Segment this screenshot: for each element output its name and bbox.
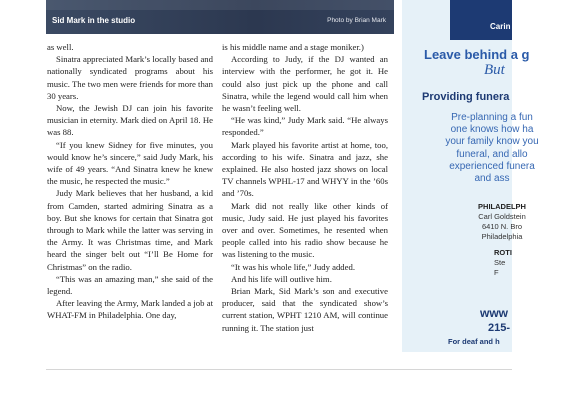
paragraph: Judy Mark believes that her husband, a kid from Camden, started admiring Sinatra as a boy. But she knows for certain that Sinatra got through to Mark while the latter was serving in the Army. It was Christmas time, and Mark heard the singer belt out “I’ll Be Home for Christmas” on the radio. xyxy=(47,188,213,272)
ad-website-link[interactable]: www xyxy=(480,306,509,320)
text-line: 6410 N. Bro xyxy=(481,222,523,231)
text-line: Philadelphia xyxy=(481,232,523,241)
paragraph: After leaving the Army, Mark landed a job at WHAT-FM in Philadelphia. One day, xyxy=(47,298,213,321)
paragraph: “It was his whole life,” Judy added. xyxy=(231,261,356,272)
paragraph: Mark played his favorite artist at home, too, according to his wife. Sinatra and jazz, she explained. He also hosted jazz shows on local TV channels WPHL-17 and WHYY in the ’60s and ’70s. xyxy=(222,139,388,199)
ad-office-1-lines xyxy=(452,212,552,242)
paragraph: According to Judy, if the DJ wanted an interview with the performer, he got it. He could also just pick up the phone and call Sinatra, while the legend would call him when he wasn’t feeling well. xyxy=(222,54,388,114)
ad-brand: Carin xyxy=(490,22,511,31)
photo-image xyxy=(46,0,394,10)
ad-phone: 215- xyxy=(488,322,511,334)
text-line: experienced funera xyxy=(449,160,535,172)
paragraph: is his middle name and a stage moniker.) xyxy=(222,42,364,52)
ad-office-2-lines xyxy=(494,258,534,278)
text-line: Carl Goldstein xyxy=(478,212,526,221)
ad-office-1-title: PHILADELPH xyxy=(478,202,526,211)
ad-office-2 xyxy=(494,248,534,278)
paragraph: “He was kind,” Judy Mark said. “He always responded.” xyxy=(222,115,388,138)
funeral-advertisement[interactable] xyxy=(402,0,539,352)
paragraph: Brian Mark, Sid Mark’s son and executive producer, said that the syndicated show’s current station, WPHT 1210 AM, will continue running it. The station just xyxy=(222,286,388,333)
photo-strip xyxy=(46,0,394,34)
ad-office-2-title: ROTI xyxy=(494,248,512,257)
photo-credit: Photo by Brian Mark xyxy=(327,17,386,24)
paragraph: Mark did not really like other kinds of music, Judy said. He just played his favorites over and over. Sometimes, he resented when people called into his radio show because he was listening to the music. xyxy=(222,200,388,260)
text-line: your family know you xyxy=(445,136,539,148)
paragraph: “This was an amazing man,” she said of the legend. xyxy=(47,273,213,297)
ad-office-1 xyxy=(452,202,552,242)
text-line: funeral, and allo xyxy=(456,148,528,160)
text-line: Pre-planning a fun xyxy=(451,112,533,123)
photo-caption: Sid Mark in the studio xyxy=(52,16,136,25)
paragraph: Now, the Jewish DJ can join his favorite musician in eternity. Mark died on April 18. He was 88. xyxy=(47,103,213,138)
text-line: F xyxy=(494,268,499,277)
paragraph: “If you knew Sidney for five minutes, you would know he’s sincere,” said Judy Mark, his wife of 49 years. “And Sinatra knew he knew the music, he respected the music.” xyxy=(47,139,213,187)
ad-headline-2: But xyxy=(484,62,505,78)
paragraph: Sinatra appreciated Mark’s locally based and nationally syndicated programs about his music. The two men were friends for more than 30 years. xyxy=(47,54,213,101)
ad-body xyxy=(412,112,572,185)
page-divider xyxy=(46,369,512,370)
paragraph: as well. xyxy=(47,42,74,52)
paragraph: And his life will outlive him. xyxy=(231,273,332,284)
text-line: one knows how ha xyxy=(450,124,534,136)
ad-headline-1: Leave behind a g xyxy=(424,47,530,62)
article-column-2 xyxy=(222,41,388,334)
text-line: and ass xyxy=(474,173,510,185)
ad-subheading: Providing funera xyxy=(422,91,510,103)
text-line: Ste xyxy=(494,258,506,267)
ad-header-block xyxy=(450,0,512,40)
article-column-1 xyxy=(47,41,213,322)
ad-deaf-line: For deaf and h xyxy=(448,337,500,346)
